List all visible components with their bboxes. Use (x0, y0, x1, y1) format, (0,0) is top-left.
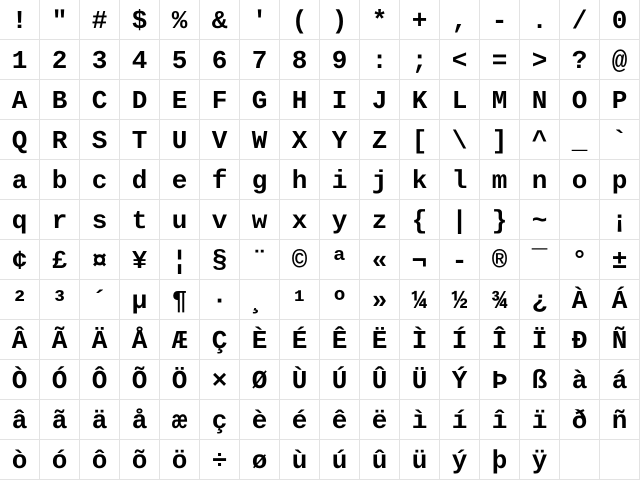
glyph-cell: ò (0, 440, 40, 480)
glyph-cell: Ñ (600, 320, 640, 360)
glyph-cell: S (80, 120, 120, 160)
glyph-cell: Â (0, 320, 40, 360)
glyph-cell: D (120, 80, 160, 120)
glyph-cell: F (200, 80, 240, 120)
glyph-cell: Ü (400, 360, 440, 400)
glyph-cell: Á (600, 280, 640, 320)
glyph-cell: z (360, 200, 400, 240)
glyph-cell: x (280, 200, 320, 240)
glyph-cell: 4 (120, 40, 160, 80)
glyph-cell: V (200, 120, 240, 160)
glyph-cell: 1 (0, 40, 40, 80)
glyph-cell: Ê (320, 320, 360, 360)
glyph-cell: å (120, 400, 160, 440)
glyph-cell: Ì (400, 320, 440, 360)
glyph-cell: ß (520, 360, 560, 400)
glyph-cell: : (360, 40, 400, 80)
glyph-cell: K (400, 80, 440, 120)
glyph-cell: Ð (560, 320, 600, 360)
glyph-cell: Ú (320, 360, 360, 400)
glyph-cell: = (480, 40, 520, 80)
glyph-cell: 9 (320, 40, 360, 80)
glyph-cell: è (240, 400, 280, 440)
glyph-cell: ° (560, 240, 600, 280)
glyph-cell: Q (0, 120, 40, 160)
glyph-cell: ³ (40, 280, 80, 320)
glyph-cell: Y (320, 120, 360, 160)
glyph-cell-empty (600, 440, 640, 480)
glyph-cell: E (160, 80, 200, 120)
glyph-cell: - (440, 240, 480, 280)
glyph-cell: , (440, 0, 480, 40)
glyph-cell: j (360, 160, 400, 200)
glyph-cell: 3 (80, 40, 120, 80)
glyph-cell: ¾ (480, 280, 520, 320)
glyph-cell: 6 (200, 40, 240, 80)
glyph-cell: ù (280, 440, 320, 480)
glyph-cell: e (160, 160, 200, 200)
glyph-cell: 5 (160, 40, 200, 80)
glyph-cell: r (40, 200, 80, 240)
glyph-cell: ½ (440, 280, 480, 320)
glyph-cell: q (0, 200, 40, 240)
glyph-cell: ý (440, 440, 480, 480)
glyph-cell: ì (400, 400, 440, 440)
glyph-cell: × (200, 360, 240, 400)
glyph-cell: ë (360, 400, 400, 440)
glyph-cell: Û (360, 360, 400, 400)
glyph-cell: l (440, 160, 480, 200)
glyph-cell: . (520, 0, 560, 40)
glyph-cell: s (80, 200, 120, 240)
glyph-cell: Ô (80, 360, 120, 400)
glyph-cell: Õ (120, 360, 160, 400)
glyph-cell: Ã (40, 320, 80, 360)
glyph-cell: ú (320, 440, 360, 480)
glyph-cell: R (40, 120, 80, 160)
glyph-cell: b (40, 160, 80, 200)
glyph-cell: Ö (160, 360, 200, 400)
glyph-cell: · (200, 280, 240, 320)
glyph-cell: H (280, 80, 320, 120)
glyph-cell: " (40, 0, 80, 40)
glyph-cell: ¹ (280, 280, 320, 320)
glyph-cell: Å (120, 320, 160, 360)
glyph-cell: é (280, 400, 320, 440)
glyph-cell: W (240, 120, 280, 160)
glyph-cell: ) (320, 0, 360, 40)
glyph-cell-empty (560, 200, 600, 240)
glyph-cell: \ (440, 120, 480, 160)
glyph-cell: o (560, 160, 600, 200)
glyph-cell: ¶ (160, 280, 200, 320)
glyph-cell: n (520, 160, 560, 200)
glyph-cell: J (360, 80, 400, 120)
glyph-cell: ? (560, 40, 600, 80)
glyph-cell: ä (80, 400, 120, 440)
glyph-cell: 0 (600, 0, 640, 40)
glyph-cell: ^ (520, 120, 560, 160)
glyph-cell: û (360, 440, 400, 480)
glyph-cell: ê (320, 400, 360, 440)
glyph-cell: ÷ (200, 440, 240, 480)
glyph-cell: ¡ (600, 200, 640, 240)
glyph-cell: / (560, 0, 600, 40)
glyph-cell: | (440, 200, 480, 240)
glyph-cell: O (560, 80, 600, 120)
glyph-cell: * (360, 0, 400, 40)
glyph-cell: 8 (280, 40, 320, 80)
glyph-cell: Ï (520, 320, 560, 360)
glyph-cell: ö (160, 440, 200, 480)
glyph-cell: » (360, 280, 400, 320)
glyph-cell: ¬ (400, 240, 440, 280)
glyph-cell: t (120, 200, 160, 240)
glyph-cell: k (400, 160, 440, 200)
glyph-cell: ] (480, 120, 520, 160)
glyph-cell: ¤ (80, 240, 120, 280)
glyph-cell: â (0, 400, 40, 440)
glyph-cell: ¥ (120, 240, 160, 280)
glyph-cell: æ (160, 400, 200, 440)
glyph-cell: _ (560, 120, 600, 160)
glyph-cell: 2 (40, 40, 80, 80)
glyph-cell: ¸ (240, 280, 280, 320)
glyph-cell: Ä (80, 320, 120, 360)
glyph-cell: º (320, 280, 360, 320)
glyph-cell: B (40, 80, 80, 120)
glyph-cell: y (320, 200, 360, 240)
glyph-cell: ø (240, 440, 280, 480)
glyph-cell: ÿ (520, 440, 560, 480)
glyph-cell: § (200, 240, 240, 280)
glyph-cell: þ (480, 440, 520, 480)
glyph-cell: ´ (80, 280, 120, 320)
glyph-cell: c (80, 160, 120, 200)
glyph-cell: + (400, 0, 440, 40)
glyph-cell: ; (400, 40, 440, 80)
glyph-cell: ¨ (240, 240, 280, 280)
glyph-cell: ó (40, 440, 80, 480)
glyph-cell: Þ (480, 360, 520, 400)
glyph-cell: ± (600, 240, 640, 280)
glyph-cell: ð (560, 400, 600, 440)
glyph-cell: ( (280, 0, 320, 40)
glyph-cell: N (520, 80, 560, 120)
glyph-cell: v (200, 200, 240, 240)
glyph-cell: ç (200, 400, 240, 440)
glyph-cell: L (440, 80, 480, 120)
glyph-cell: £ (40, 240, 80, 280)
glyph-cell: á (600, 360, 640, 400)
glyph-cell: ª (320, 240, 360, 280)
glyph-cell: Ù (280, 360, 320, 400)
glyph-cell: d (120, 160, 160, 200)
glyph-cell: ² (0, 280, 40, 320)
glyph-cell: ¦ (160, 240, 200, 280)
glyph-cell: A (0, 80, 40, 120)
glyph-cell: ¯ (520, 240, 560, 280)
glyph-cell: Ý (440, 360, 480, 400)
glyph-cell: & (200, 0, 240, 40)
glyph-cell: C (80, 80, 120, 120)
glyph-cell: < (440, 40, 480, 80)
glyph-cell: T (120, 120, 160, 160)
glyph-cell: m (480, 160, 520, 200)
glyph-cell: ã (40, 400, 80, 440)
glyph-cell: g (240, 160, 280, 200)
glyph-cell: ï (520, 400, 560, 440)
glyph-cell: w (240, 200, 280, 240)
glyph-cell: ü (400, 440, 440, 480)
glyph-cell: G (240, 80, 280, 120)
glyph-cell: i (320, 160, 360, 200)
glyph-cell: Î (480, 320, 520, 360)
glyph-cell: © (280, 240, 320, 280)
glyph-cell: > (520, 40, 560, 80)
glyph-cell: { (400, 200, 440, 240)
glyph-cell: I (320, 80, 360, 120)
glyph-cell: X (280, 120, 320, 160)
glyph-cell: ~ (520, 200, 560, 240)
glyph-cell: 7 (240, 40, 280, 80)
glyph-cell: ¼ (400, 280, 440, 320)
glyph-cell: Ò (0, 360, 40, 400)
glyph-cell: h (280, 160, 320, 200)
glyph-cell: µ (120, 280, 160, 320)
glyph-cell: « (360, 240, 400, 280)
glyph-cell: # (80, 0, 120, 40)
glyph-cell-empty (560, 440, 600, 480)
glyph-cell: í (440, 400, 480, 440)
glyph-cell: à (560, 360, 600, 400)
glyph-cell: ' (240, 0, 280, 40)
glyph-cell: $ (120, 0, 160, 40)
glyph-cell: Æ (160, 320, 200, 360)
glyph-cell: a (0, 160, 40, 200)
glyph-cell: ñ (600, 400, 640, 440)
glyph-cell: ô (80, 440, 120, 480)
glyph-cell: ` (600, 120, 640, 160)
glyph-cell: } (480, 200, 520, 240)
glyph-cell: u (160, 200, 200, 240)
glyph-cell: ¢ (0, 240, 40, 280)
glyph-cell: ¿ (520, 280, 560, 320)
glyph-cell: ® (480, 240, 520, 280)
glyph-cell: % (160, 0, 200, 40)
glyph-cell: õ (120, 440, 160, 480)
glyph-cell: ! (0, 0, 40, 40)
glyph-cell: Í (440, 320, 480, 360)
glyph-cell: Z (360, 120, 400, 160)
glyph-cell: Ç (200, 320, 240, 360)
glyph-cell: î (480, 400, 520, 440)
glyph-cell: Ø (240, 360, 280, 400)
glyph-cell: - (480, 0, 520, 40)
glyph-cell: U (160, 120, 200, 160)
glyph-cell: P (600, 80, 640, 120)
glyph-cell: [ (400, 120, 440, 160)
glyph-cell: @ (600, 40, 640, 80)
glyph-cell: Ë (360, 320, 400, 360)
glyph-cell: p (600, 160, 640, 200)
glyph-cell: É (280, 320, 320, 360)
glyph-cell: À (560, 280, 600, 320)
glyph-cell: f (200, 160, 240, 200)
glyph-cell: Ó (40, 360, 80, 400)
glyph-cell: È (240, 320, 280, 360)
glyph-cell: M (480, 80, 520, 120)
